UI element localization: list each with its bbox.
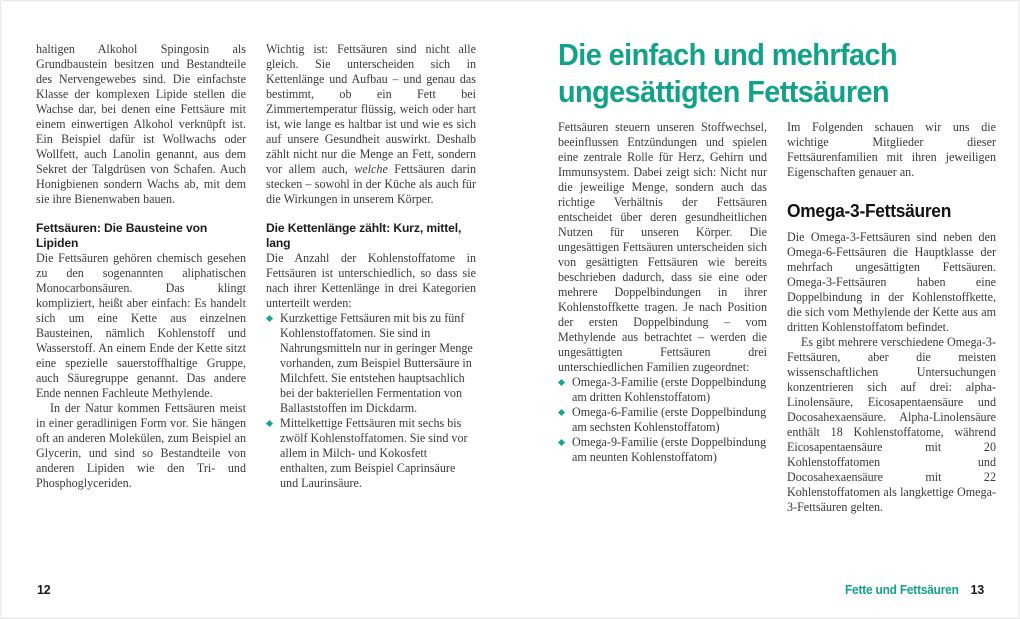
left-page-number: 12 <box>37 583 51 597</box>
right-column-two <box>787 120 996 515</box>
subheading-fettsaeuren-bausteine: Fettsäuren: Die Bausteine von Lipiden <box>36 221 208 250</box>
list-item-text: Mittelkettige Fettsäuren mit sechs bis zwölf Kohlenstoffatomen. Sie sind vor allem in Milch- und Kokosfett enthalten, zum Beispiel Caprinsäure und Laurinsäure. <box>280 416 468 490</box>
section-heading-omega-3: Omega-3-Fettsäuren <box>787 200 952 221</box>
diamond-bullet-icon <box>558 438 565 445</box>
bullet-list-omega-familien <box>558 375 767 465</box>
paragraph: Die Fettsäuren gehören chemisch gesehen zu den sogenannten aliphatischen Monocarbonsäuren. Das klingt kompliziert, heißt aber einfach: Es handelt sich um eine Kette aus einzelnen Bausteinen, nämlich Kohlenstoff und Wasserstoff. An einem Ende der Kette sitzt eine spezielle sauerstoffhaltige Gruppe, auch Säuregruppe genannt. Das andere Ende nennen Fachleute Methylende. <box>36 251 246 400</box>
diamond-bullet-icon <box>558 408 565 415</box>
diamond-bullet-icon <box>266 314 273 321</box>
list-item <box>558 435 767 465</box>
right-page <box>510 0 1020 619</box>
paragraph: haltigen Alkohol Spingosin als Grundbaustein besitzen und Bestandteile des Nervengewebes sind. Die einfachste Klasse der komplexen Lipide stellen die Wachse dar, bei denen eine Fettsäure mit einem einwertigen Alkohol verknüpft ist. Ein Beispiel dafür ist Wollwachs oder Wollfett, auch Lanolin genannt, aus dem Sekret der Talgdrüsen von Schafen. Auch Honigbienen sondern Wachs ab, mit dem sie ihre Bienenwaben bauen. <box>36 42 246 206</box>
paragraph-text-part: Fettsäuren darin stecken – sowohl in der Küche als auch für die Wirkungen in unserem Körper. <box>266 162 476 206</box>
running-head: Fette und Fettsäuren <box>844 583 959 597</box>
left-column-two <box>266 42 476 491</box>
page-title: Die einfach und mehrfach ungesättigten Fettsäuren <box>558 37 898 109</box>
list-item-text: Omega-3-Familie (erste Doppelbindung am dritten Kohlenstoffatom) <box>572 375 767 404</box>
paragraph-text-part: Wichtig ist: Fettsäuren sind nicht alle gleich. Sie unterscheiden sich in Kettenlänge und Aufbau – und genau das bestimmt, ob ein Fett bei Zimmertemperatur flüssig, weich oder hart ist, wie lange es haltbar ist und wie es sich auf unsere Gesundheit auswirkt. Deshalb zählt nicht nur die Menge an Fett, sondern vor allem auch, <box>266 42 476 176</box>
left-column-one <box>36 42 246 491</box>
paragraph: Im Folgenden schauen wir uns die wichtige Mitglieder dieser Fettsäurenfamilien mit ihren jeweiligen Eigenschaften genauer an. <box>787 120 996 179</box>
right-column-one <box>558 120 767 515</box>
paragraph: In der Natur kommen Fettsäuren meist in einer geradlinigen Form vor. Sie hängen oft an anderen Molekülen, zum Beispiel an Glycerin, und sind so Bestandteile von anderen Lipiden wie den Tri- und Phosphoglyceriden. <box>36 401 246 490</box>
list-item-text: Kurzkettige Fettsäuren mit bis zu fünf Kohlenstoffatomen. Sie sind in Nahrungsmitteln nur in geringer Menge vorhanden, zum Beispiel Buttersäure in Milchfett. Sie entstehen hauptsachlich bei der bakteriellen Fermentation von Ballaststoffen im Dickdarm. <box>280 311 473 415</box>
diamond-bullet-icon <box>558 378 565 385</box>
list-item <box>266 416 476 491</box>
left-page-columns <box>36 42 476 491</box>
paragraph: Die Anzahl der Kohlenstoffatome in Fettsäuren ist unterschiedlich, so dass sie nach ihrer Kettenlänge in drei Kategorien unterteilt werden: <box>266 251 476 310</box>
bullet-list-kettenlaenge <box>266 311 476 491</box>
paragraph: Fettsäuren steuern unseren Stoffwechsel, beeinflussen Entzündungen und spielen eine zentrale Rolle für Herz, Gehirn und Immunsystem. Dabei zeigt sich: Nicht nur die jeweilige Menge, sondern auch das richtige Verhältnis der Fettsäuren entscheidet über deren gesundheitlichen Nutzen für unseren Körper. Die ungesättigen Fettsäuren unterscheiden sich von gesättigten Fettsäuren wie bereits beschrieben dadurch, dass sie eine oder mehrere Doppelbindungen in ihrer Kohlenstoffkette tragen. Je nach Position der ersten Doppelbindung – vom Methylende aus betrachtet – werden die ungesättigten Fettsäuren drei unterschiedlichen Familien zugeordnet: <box>558 120 767 374</box>
paragraph: Die Omega-3-Fettsäuren sind neben den Omega-6-Fettsäuren die Hauptklasse der mehrfach ungesättigten Fettsäuren. Omega-3-Fettsäuren haben eine Doppelbindung in der Kohlenstoffkette, die sich vom Methylende der Kette aus am dritten Kohlenstoffatom befindet. <box>787 230 996 334</box>
list-item <box>558 405 767 435</box>
diamond-bullet-icon <box>266 419 273 426</box>
list-item <box>266 311 476 416</box>
right-page-columns <box>558 120 996 515</box>
list-item-text: Omega-9-Familie (erste Doppelbindung am neunten Kohlenstoffatom) <box>572 435 767 464</box>
right-page-footer <box>842 583 984 597</box>
paragraph: Es gibt mehrere verschiedene Omega-3-Fettsäuren, aber die meisten wissenschaftlichen Untersuchungen konzentrieren sich auf drei: alpha-Linolensäure, Eicosapentaensäure und Docosahexaensäure. Alpha-Linolensäure enthält 18 Kohlenstoffatome, während Eicosapentaensäure mit 20 Kohlenstoffatomen und Docosahexaensäure mit 22 Kohlenstoffatomen als langkettige Omega-3-Fettsäuren gelten. <box>787 335 996 514</box>
list-item <box>558 375 767 405</box>
emphasis-welche: welche <box>354 162 388 176</box>
right-page-number: 13 <box>970 583 984 597</box>
paragraph <box>266 42 476 207</box>
list-item-text: Omega-6-Familie (erste Doppelbindung am sechsten Kohlenstoffatom) <box>572 405 767 434</box>
subheading-kettenlaenge: Die Kettenlänge zählt: Kurz, mittel, lang <box>266 221 462 250</box>
